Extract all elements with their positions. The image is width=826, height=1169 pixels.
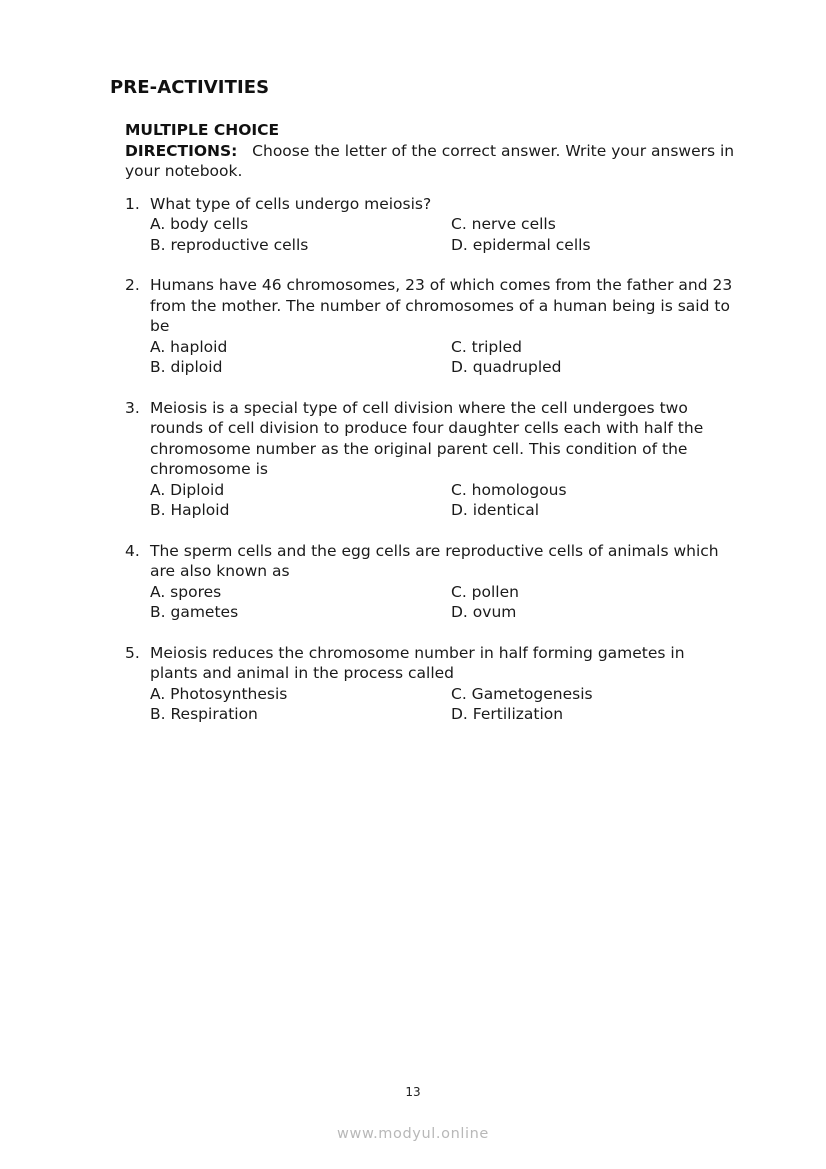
choice-a: A. body cells: [150, 215, 249, 233]
choice-c: C. Gametogenesis: [451, 684, 593, 703]
watermark: www.modyul.online: [337, 1126, 489, 1142]
choice-d: D. epidermal cells: [451, 235, 591, 254]
question-2: [125, 275, 735, 378]
multiple-choice-section: [125, 120, 735, 745]
choice-grid: [150, 582, 735, 623]
choice-b: B. reproductive cells: [150, 235, 309, 254]
question-number: 1.: [125, 194, 140, 213]
question-stem: Meiosis reduces the chromosome number in half forming gametes in plants and animal in the process called: [150, 643, 685, 682]
question-number: 3.: [125, 398, 140, 417]
choice-d: D. ovum: [451, 603, 517, 621]
choice-d: D. Fertilization: [451, 705, 564, 723]
choice-b: B. Respiration: [150, 705, 258, 723]
question-number: 5.: [125, 643, 140, 662]
choice-d: D. quadrupled: [451, 358, 562, 376]
choice-c: C. pollen: [451, 582, 519, 601]
question-stem: Humans have 46 chromosomes, 23 of which comes from the father and 23 from the mother. The number of chromosomes of a human being is said to be: [150, 276, 733, 335]
choice-b: B. gametes: [150, 603, 239, 621]
choice-c: C. tripled: [451, 337, 522, 356]
choice-a: A. haploid: [150, 337, 228, 356]
question-number: 2.: [125, 276, 140, 294]
directions-text: Choose the letter of the correct answer. Write your answers in your notebook.: [125, 141, 735, 180]
choice-grid: [150, 214, 735, 255]
choice-b: B. Haploid: [150, 501, 230, 519]
choice-d: D. identical: [451, 501, 540, 519]
question-stem: What type of cells undergo meiosis?: [150, 194, 432, 213]
choice-grid: [150, 684, 735, 725]
page-number: 13: [405, 1085, 421, 1099]
directions-label: DIRECTIONS:: [125, 141, 238, 160]
choice-a: A. Photosynthesis: [150, 684, 288, 703]
choice-c: C. homologous: [451, 480, 567, 499]
question-3: [125, 398, 735, 521]
choice-grid: [150, 480, 735, 521]
page-heading: PRE-ACTIVITIES: [110, 77, 270, 98]
directions: [125, 141, 735, 182]
question-4: [125, 541, 735, 623]
choice-grid: [150, 337, 735, 378]
question-number: 4.: [125, 541, 140, 560]
choice-b: B. diploid: [150, 358, 223, 376]
question-1: [125, 194, 735, 256]
question-stem: The sperm cells and the egg cells are reproductive cells of animals which are also known as: [150, 541, 719, 580]
section-title: MULTIPLE CHOICE: [125, 121, 280, 139]
choice-a: A. spores: [150, 582, 222, 601]
choice-a: A. Diploid: [150, 480, 225, 499]
question-5: [125, 643, 735, 725]
choice-c: C. nerve cells: [451, 215, 556, 233]
question-stem: Meiosis is a special type of cell division where the cell undergoes two rounds of cell division to produce four daughter cells each with half the chromosome number as the original parent cell. This condition of the chromosome is: [150, 398, 704, 478]
question-list: [125, 194, 735, 725]
